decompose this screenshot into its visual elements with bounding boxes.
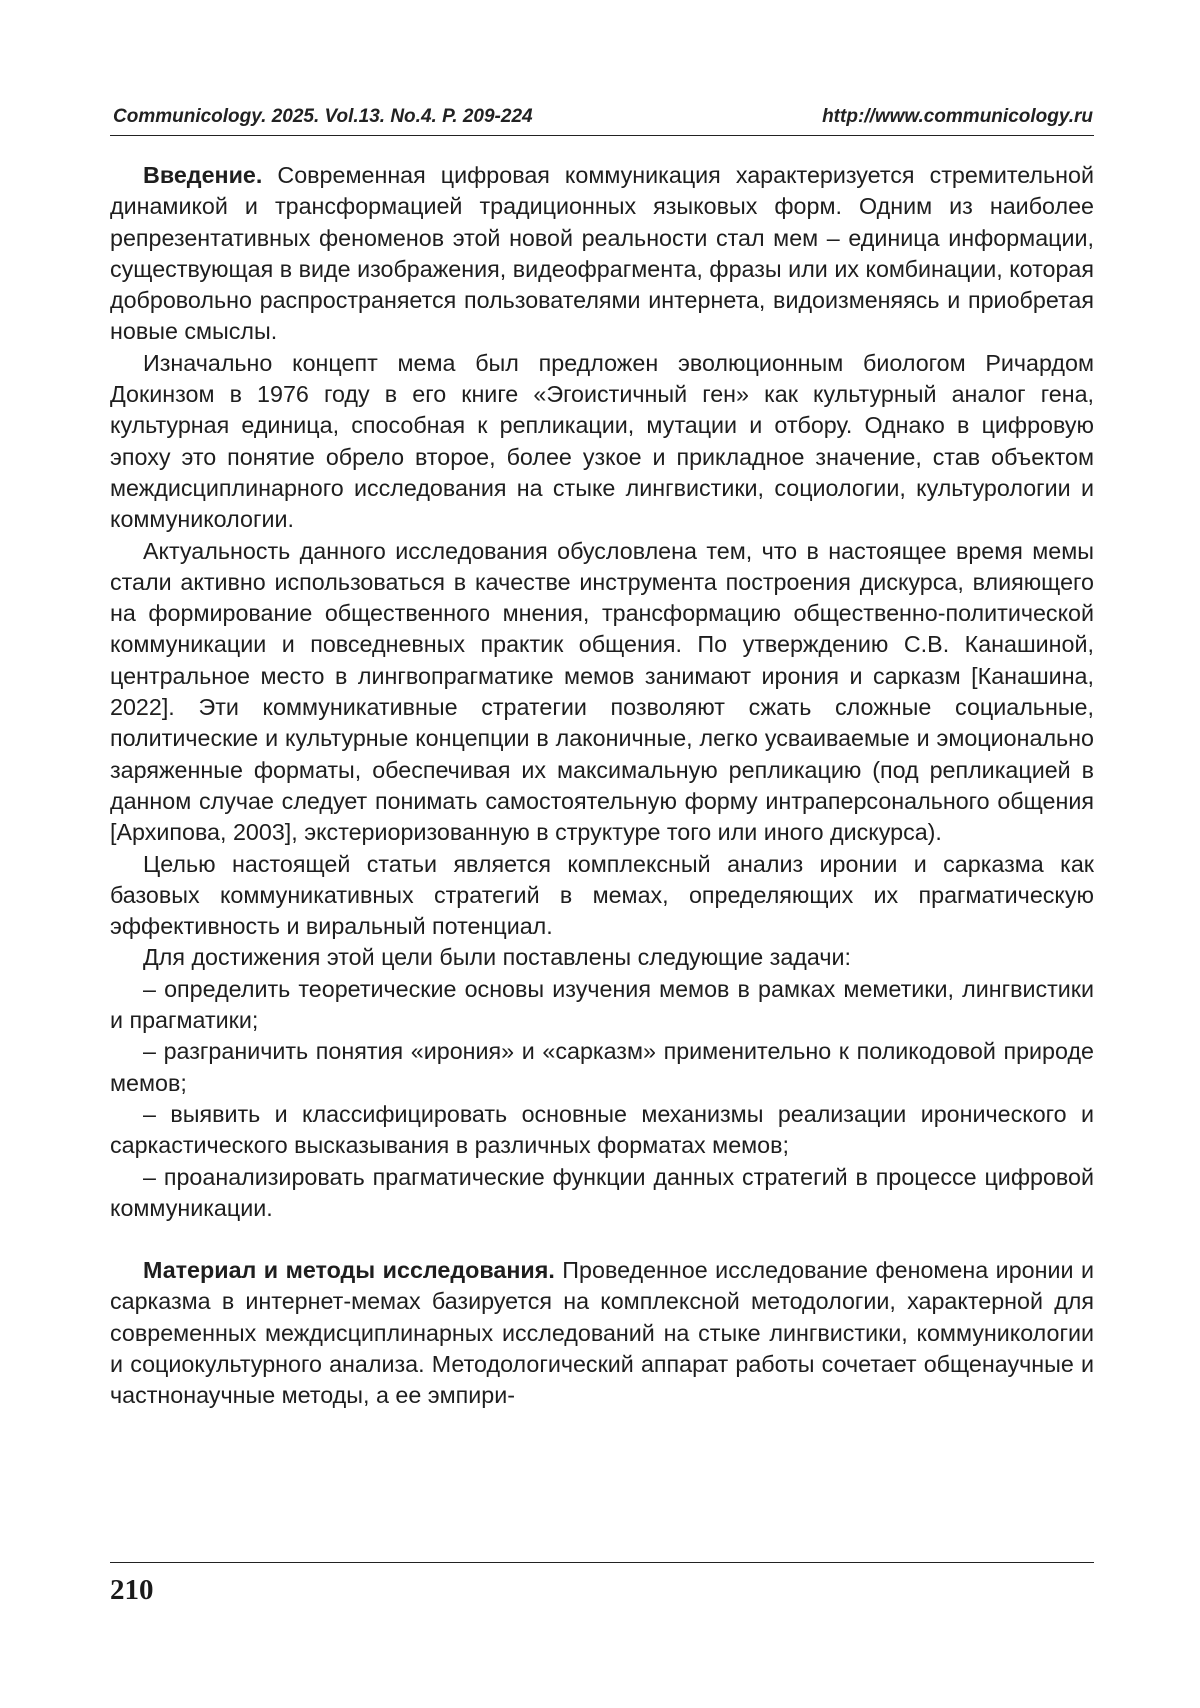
article-body [110, 160, 1094, 1412]
page-number: 210 [110, 1574, 154, 1606]
footer-rule [110, 1562, 1094, 1563]
task-item-1: – определить теоретические основы изучения мемов в рамках меметики, лингвистики и прагматики; [110, 975, 1094, 1034]
intro-heading: Введение. [143, 162, 263, 188]
methods-paragraph-text: Проведенное исследование феномена иронии и сарказма в интернет-мемах базируется на комплексной методологии, характерной для современных междисциплинарных исследований на стыке лингвистики, коммуникологии и социокультурного анализа. Методологический аппарат работы сочетает общенаучные и частнонаучные методы, а ее эмпири- [110, 1257, 1094, 1409]
task-item-2: – разграничить понятия «ирония» и «сарказм» применительно к поликодовой природе мемов; [110, 1038, 1094, 1096]
intro-paragraph-3: Актуальность данного исследования обусловлена тем, что в настоящее время мемы стали активно использоваться в качестве инструмента построения дискурса, влияющего на формирование общественного мнения, трансформацию общественно-политической коммуникации и повседневных практик общения. По утверждению С.В. Канашиной, центральное место в лингвопрагматике мемов занимают ирония и сарказм [Канашина, 2022]. Эти коммуникативные стратегии позволяют сжать сложные социальные, политические и культурные концепции в лаконичные, легко усваиваемые и эмоционально заряженные форматы, обеспечивая их максимальную репликацию (под репликацией в данном случае следует понимать самостоятельную форму интраперсонального общения [Архипова, 2003], экстериоризованную в структуре того или иного дискурса). [110, 537, 1094, 846]
header-rule [110, 135, 1094, 136]
intro-paragraph-1-text: Современная цифровая коммуникация характеризуется стремительной динамикой и трансформацией традиционных языковых форм. Одним из наиболее репрезентативных феноменов этой новой реальности стал мем – единица информации, существующая в виде изображения, видеофрагмента, фразы или их комбинации, которая добровольно распространяется пользователями интернета, видоизменяясь и приобретая новые смыслы. [110, 162, 1094, 345]
journal-website: http://www.communicology.ru [822, 106, 1093, 127]
intro-paragraph-1 [110, 160, 1094, 348]
task-item-4: – проанализировать прагматические функции данных стратегий в процессе цифровой коммуникации. [110, 1163, 1094, 1221]
intro-paragraph-2: Изначально концепт мема был предложен эволюционным биологом Ричардом Докинзом в 1976 году в его книге «Эгоистичный ген» как культурный аналог гена, культурная единица, способная к репликации, мутации и отбору. Однако в цифровую эпоху это понятие обрело второе, более узкое и прикладное значение, став объектом междисциплинарного исследования на стыке лингвистики, социологии, культурологии и коммуникологии. [110, 349, 1094, 533]
task-item-3: – выявить и классифицировать основные механизмы реализации иронического и саркастического высказывания в различных форматах мемов; [110, 1100, 1094, 1159]
methods-heading: Материал и методы исследования. [143, 1257, 555, 1284]
intro-paragraph-4: Целью настоящей статьи является комплексный анализ иронии и сарказма как базовых коммуникативных стратегий в мемах, определяющих их прагматическую эффективность и виральный потенциал. [110, 850, 1094, 940]
journal-citation: Communicology. 2025. Vol.13. No.4. P. 209-224 [113, 106, 533, 127]
running-header [113, 106, 1093, 128]
intro-paragraph-5: Для достижения этой цели были поставлены следующие задачи: [143, 944, 851, 971]
methods-paragraph [110, 1255, 1094, 1411]
